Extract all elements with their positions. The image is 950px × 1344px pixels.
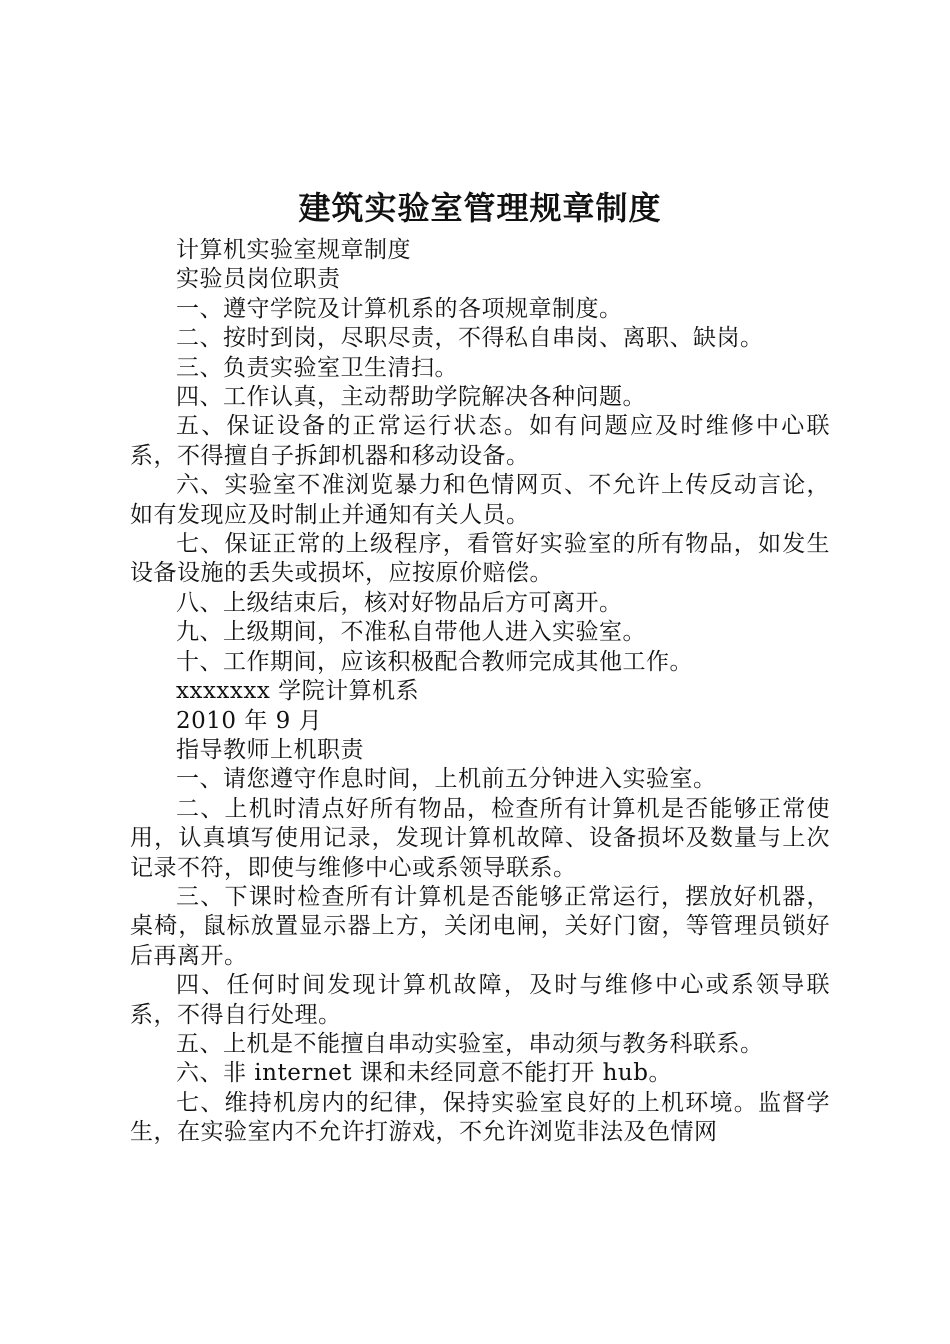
paragraph: 指导教师上机职责: [176, 736, 364, 763]
paragraph: 一、遵守学院及计算机系的各项规章制度。: [176, 295, 623, 322]
paragraph: 二、上机时清点好所有物品，检查所有计算机是否能够正常使用，认真填写使用记录，发现计算机故障、设备损坏及数量与上次记录不符，即使与维修中心或系领导联系。: [130, 795, 830, 881]
paragraph: 一、请您遵守作息时间，上机前五分钟进入实验室。: [176, 766, 717, 793]
paragraph: 计算机实验室规章制度: [176, 237, 411, 263]
paragraph: 八、上级结束后，核对好物品后方可离开。: [176, 589, 623, 616]
paragraph: 五、保证设备的正常运行状态。如有问题应及时维修中心联系，不得擅自子拆卸机器和移动设备。: [130, 413, 830, 469]
paragraph: 二、按时到岗，尽职尽责，不得私自串岗、离职、缺岗。: [176, 325, 764, 352]
paragraph: xxxxxxx 学院计算机系: [176, 678, 420, 705]
paragraph: 三、负责实验室卫生清扫。: [176, 354, 458, 381]
document-title: 建筑实验室管理规章制度: [298, 189, 662, 227]
paragraph: 三、下课时检查所有计算机是否能够正常运行，摆放好机器，桌椅，鼠标放置显示器上方，关闭电闸，关好门窗，等管理员锁好后再离开。: [130, 883, 830, 969]
paragraph: 六、非 internet 课和未经同意不能打开 hub。: [176, 1060, 672, 1087]
paragraph: 2010 年 9 月: [176, 707, 323, 734]
paragraph: 四、任何时间发现计算机故障，及时与维修中心或系领导联系，不得自行处理。: [130, 972, 830, 1028]
paragraph: 十、工作期间，应该积极配合教师完成其他工作。: [176, 648, 693, 675]
paragraph: 七、保证正常的上级程序，看管好实验室的所有物品，如发生设备设施的丢失或损坏，应按原价赔偿。: [130, 531, 830, 587]
document-body: [130, 236, 830, 1148]
paragraph: 实验员岗位职责: [176, 266, 341, 293]
paragraph: 四、工作认真，主动帮助学院解决各种问题。: [176, 384, 646, 411]
paragraph: 五、上机是不能擅自串动实验室，串动须与教务科联系。: [176, 1030, 764, 1057]
paragraph: 七、维持机房内的纪律，保持实验室良好的上机环境。监督学生，在实验室内不允许打游戏，不允许浏览非法及色情网: [130, 1089, 830, 1146]
paragraph: 六、实验室不准浏览暴力和色情网页、不允许上传反动言论，如有发现应及时制止并通知有关人员。: [130, 472, 830, 528]
paragraph: 九、上级期间，不准私自带他人进入实验室。: [176, 619, 646, 646]
